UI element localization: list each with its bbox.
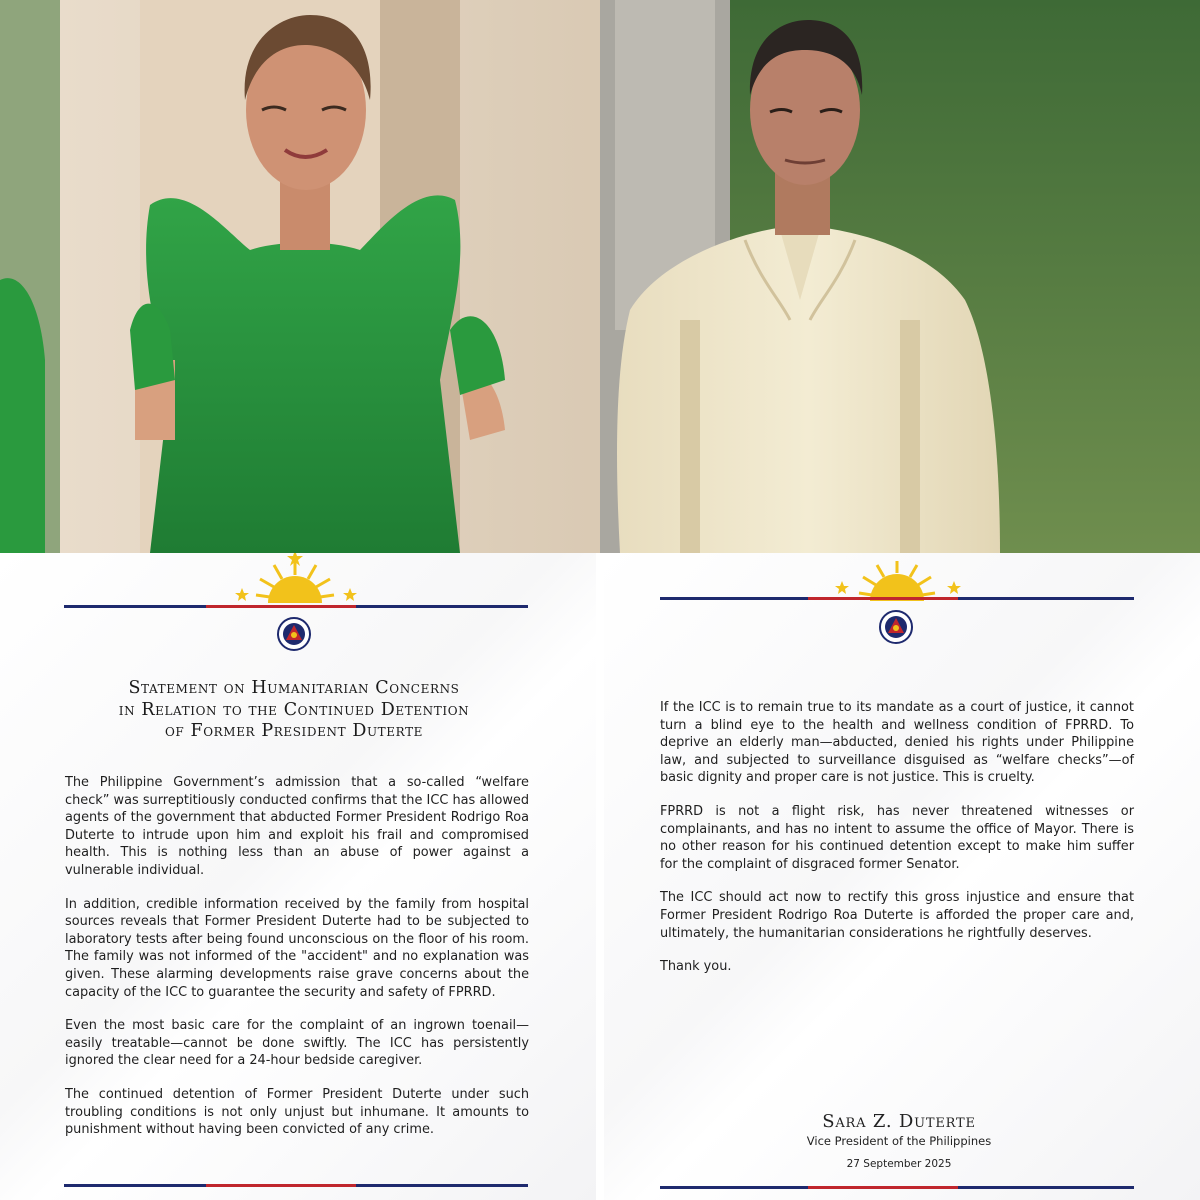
statement-body-2 [660,699,1134,992]
statement-body-1 [65,774,529,1155]
footer-rule [64,1184,528,1187]
paragraph: FPRRD is not a flight risk, has never threatened witnesses or complainants, and has no intent to assume the office of Mayor. There is no other reason for his continued detention except to make him suffer for the complaint of disgraced former Senator. [660,803,1134,872]
statement-title [40,678,548,743]
footer-rule [660,1186,1134,1189]
signature-block [764,1111,1034,1170]
statement-page-1 [0,553,596,1200]
header-rule [64,605,528,608]
title-line-1: Statement on Humanitarian Concerns [128,678,460,698]
vice-president-seal-icon [879,610,913,644]
paragraph: If the ICC is to remain true to its mandate as a court of justice, it cannot turn a blind eye to the health and wellness condition of FPRRD. To deprive an elderly man—abducted, denied his rights under Philippine law, and subjected to surveillance disguised as “welfare checks”—of basic dignity and proper care is not justice. This is cruelty. [660,700,1134,786]
title-line-2: in Relation to the Continued Detention [118,699,470,720]
header-photo [0,0,1200,553]
paragraph: Even the most basic care for the complaint of an ingrown toenail—easily treatable—cannot be done swiftly. The ICC has persistently ignored the clear need for a 24-hour bedside caregiver. [65,1018,529,1069]
paragraph: The ICC should act now to rectify this gross injustice and ensure that Former President Rodrigo Roa Duterte is afforded the proper care and, ultimately, the humanitarian considerations he rightfully deserves. [660,890,1134,941]
title-line-3: of Former President Duterte [164,721,424,741]
signatory-role: Vice President of the Philippines [806,1134,992,1148]
paragraph: The Philippine Government’s admission that a so-called “welfare check” was surreptitiously conducted confirms that the ICC has allowed agents of the government that abducted Former President Rodrigo Roa Duterte to intrude upon him and exploit his frail and compromised health. This is nothing less than an abuse of power against a vulnerable individual. [65,775,529,878]
header-rule [660,597,1134,600]
philippine-sun-icon [230,553,360,603]
vice-president-seal-icon [277,617,311,651]
philippine-sun-icon [832,559,962,601]
paragraph: The continued detention of Former President Duterte under such troubling conditions is not only unjust but inhumane. It amounts to punishment without having been convicted of any crime. [65,1086,529,1138]
statement-page-2 [604,553,1200,1200]
statement-date: 27 September 2025 [846,1158,952,1170]
photo-illustration [0,0,1200,553]
paragraph: Thank you. [660,959,732,975]
paragraph: In addition, credible information received by the family from hospital sources reveals that Former President Duterte had to be subjected to laboratory tests after being found unconscious on the floor of his room. The family was not informed of the "accident" and no explanation was given. These alarming developments raise grave concerns about the capacity of the ICC to guarantee the security and safety of FPRRD. [65,896,529,1000]
signatory-name: Sara Z. Duterte [822,1111,976,1132]
page-divider [596,553,604,1200]
